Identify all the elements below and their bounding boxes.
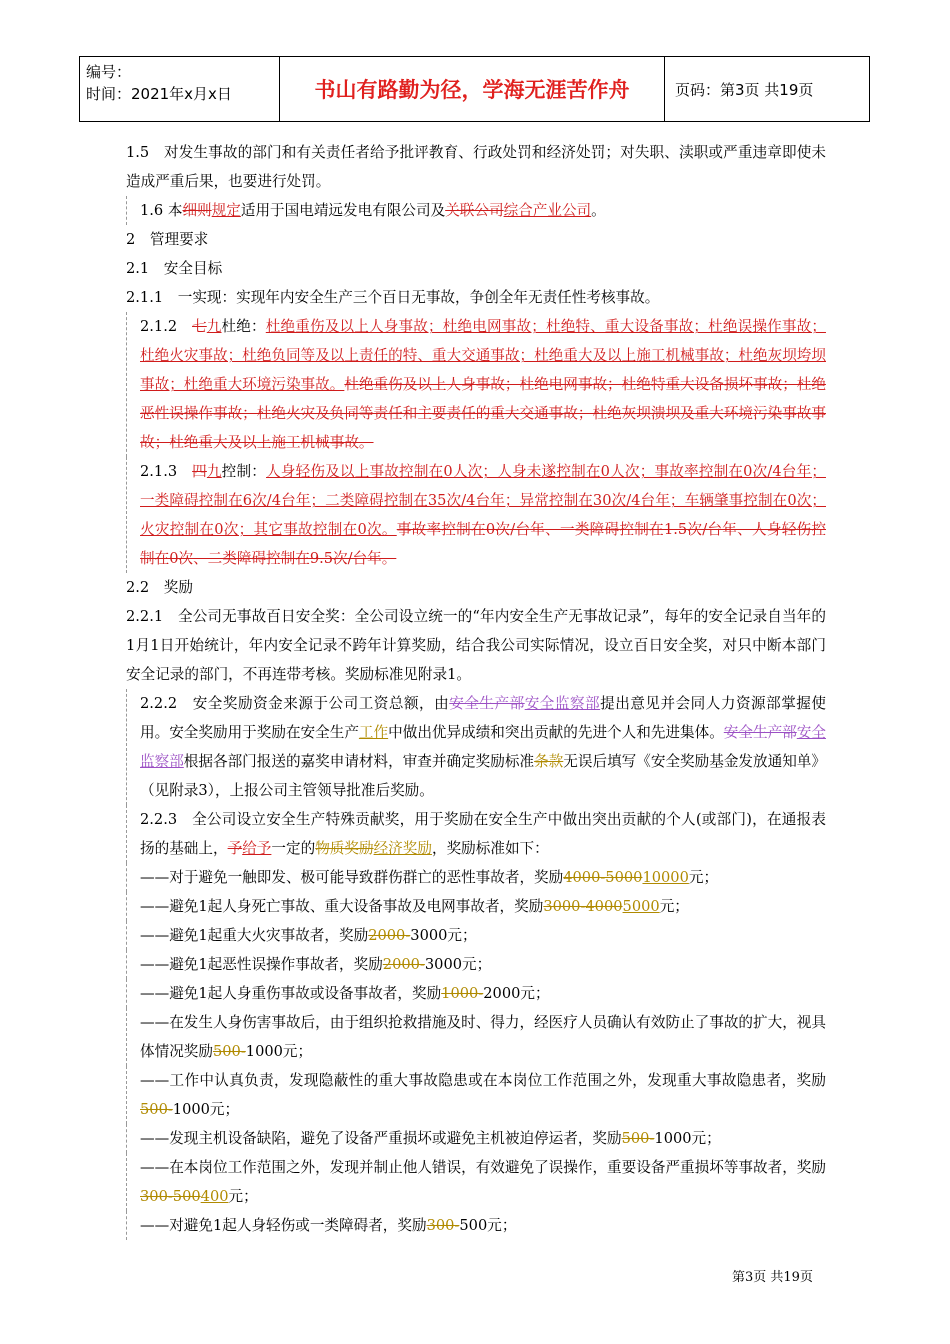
para-1-5: 1.5 对发生事故的部门和有关责任者给予批评教育、行政处罚和经济处罚；对失职、渎职或严重违章即使未造成严重后果，也要进行处罚。	[126, 144, 826, 190]
para-1-6: 1.6 本细则规定适用于国电靖远发电有限公司及关联公司综合产业公司。	[126, 196, 826, 225]
para-2-2-2: 2.2.2 安全奖励资金来源于公司工资总额，由安全生产部安全监察部提出意见并会同人力资源部掌握使用。安全奖励用于奖励在安全生产工作中做出优异成绩和突出贡献的先进个人和先进集体。安全生产部安全监察部根据各部门报送的嘉奖申请材料，审查并确定奖励标准条款无误后填写《安全奖励基金发放通知单》（见附录3），上报公司主管领导批准后奖励。	[126, 689, 826, 805]
award-item: ——避免1起人身死亡事故、重大设备事故及电网事故者，奖励3000-40005000元；	[126, 892, 826, 921]
award-item: ——在发生人身伤害事故后，由于组织抢救措施及时、得力，经医疗人员确认有效防止了事故的扩大，视具体情况奖励500-1000元；	[126, 1008, 826, 1066]
award-item: ——避免1起恶性误操作事故者，奖励2000-3000元；	[126, 950, 826, 979]
award-item: ——对于避免一触即发、极可能导致群伤群亡的恶性事故者，奖励4000-500010000元；	[126, 863, 826, 892]
award-item: ——对避免1起人身轻伤或一类障碍者，奖励300-500元；	[126, 1211, 826, 1240]
award-item: ——工作中认真负责，发现隐蔽性的重大事故隐患或在本岗位工作范围之外，发现重大事故隐患者，奖励500-1000元；	[126, 1066, 826, 1124]
award-item: ——在本岗位工作范围之外，发现并制止他人错误，有效避免了误操作，重要设备严重损坏等事故者，奖励300-500400元；	[126, 1153, 826, 1211]
section-2-title: 2 管理要求	[126, 231, 209, 248]
award-list	[126, 863, 826, 1240]
header-meta	[80, 57, 280, 121]
award-item: ——避免1起重大火灾事故者，奖励2000-3000元；	[126, 921, 826, 950]
section-2-2-title: 2.2 奖励	[126, 579, 193, 596]
award-item: ——发现主机设备缺陷，避免了设备严重损坏或避免主机被迫停运者，奖励500-1000元；	[126, 1124, 826, 1153]
number-label: 编号：	[86, 63, 132, 81]
section-2-1-title: 2.1 安全目标	[126, 260, 223, 277]
para-2-1-2: 2.1.2 七九杜绝：杜绝重伤及以上人身事故；杜绝电网事故；杜绝特、重大设备事故；杜绝误操作事故；杜绝火灾事故；杜绝负同等及以上责任的特、重大交通事故；杜绝重大及以上施工机械事故；杜绝灰坝垮坝事故；杜绝重大环境污染事故。杜绝重伤及以上人身事故；杜绝电网事故；杜绝特重大设备损坏事故；杜绝恶性误操作事故；杜绝火灾及负同等责任和主要责任的重大交通事故；杜绝灰坝溃坝及重大环境污染事故事故；杜绝重大及以上施工机械事故。	[126, 312, 826, 457]
para-2-1-3: 2.1.3 四九控制：人身轻伤及以上事故控制在0人次；人身未遂控制在0人次；事故率控制在0次/4台年；一类障碍控制在6次/4台年；二类障碍控制在35次/4台年；异常控制在30次/4台年；车辆肇事控制在0次；火灾控制在0次；其它事故控制在0次。事故率控制在0次/台年、一类障碍控制在1.5次/台年、人身轻伤控制在0次、二类障碍控制在9.5次/台年。	[126, 457, 826, 573]
para-2-2-1: 2.2.1 全公司无事故百日安全奖：全公司设立统一的“年内安全生产无事故记录”，每年的安全记录自当年的1月1日开始统计，年内安全记录不跨年计算奖励，结合我公司实际情况，设立百日安全奖，对只中断本部门安全记录的部门，不再连带考核。奖励标准见附录1。	[126, 608, 826, 683]
time-label: 时间：2021年x月x日	[86, 85, 232, 103]
award-item: ——避免1起人身重伤事故或设备事故者，奖励1000-2000元；	[126, 979, 826, 1008]
para-2-1-1: 2.1.1 一实现：实现年内安全生产三个百日无事故，争创全年无责任性考核事故。	[126, 289, 660, 306]
document-body	[126, 138, 826, 1240]
page-header	[79, 56, 870, 122]
header-page: 页码：第3页 共19页	[675, 80, 814, 99]
footer-page-number: 第3页 共19页	[732, 1270, 813, 1285]
para-2-2-3: 2.2.3 全公司设立安全生产特殊贡献奖，用于奖励在安全生产中做出突出贡献的个人(或部门)，在通报表扬的基础上，予给予一定的物质奖励经济奖励，奖励标准如下：	[126, 805, 826, 863]
header-motto: 书山有路勤为径，学海无涯苦作舟	[280, 57, 665, 121]
